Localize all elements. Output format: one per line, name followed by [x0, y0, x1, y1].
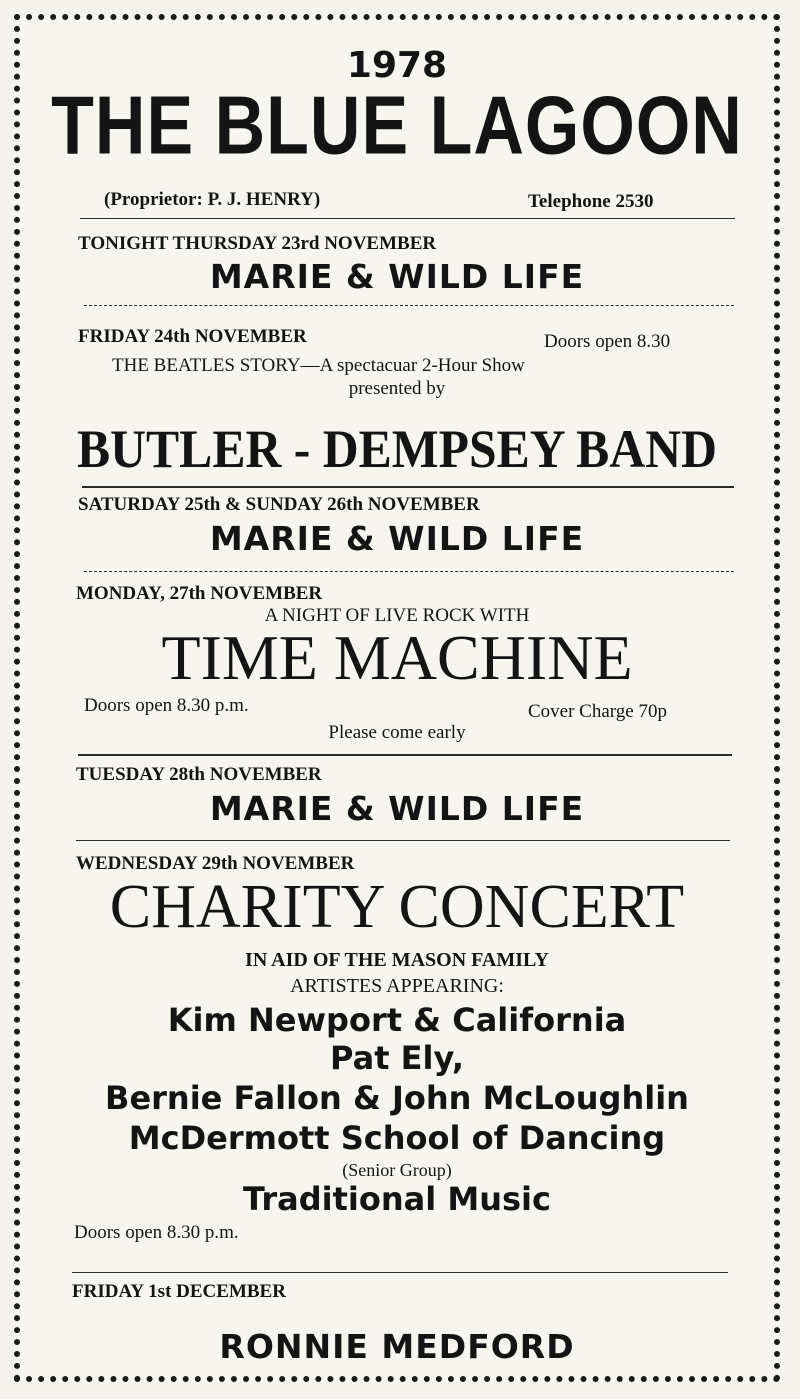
- divider: [80, 218, 735, 219]
- event-date-thursday: TONIGHT THURSDAY 23rd NOVEMBER: [78, 233, 437, 254]
- event-doors-monday: Doors open 8.30 p.m.: [84, 695, 249, 716]
- event-act-monday: TIME MACHINE: [161, 622, 633, 693]
- event-act-december: RONNIE MEDFORD: [219, 1327, 575, 1366]
- divider: [84, 305, 734, 306]
- divider: [82, 486, 734, 488]
- event-date-wednesday: WEDNESDAY 29th NOVEMBER: [76, 853, 355, 874]
- event-date-december: FRIDAY 1st DECEMBER: [72, 1281, 286, 1302]
- divider: [78, 754, 732, 756]
- event-artistes-heading: ARTISTES APPEARING:: [290, 975, 504, 997]
- event-doors-wednesday: Doors open 8.30 p.m.: [74, 1222, 239, 1243]
- event-act-thursday: MARIE & WILD LIFE: [209, 257, 585, 296]
- artiste: Bernie Fallon & John McLoughlin: [105, 1079, 689, 1117]
- venue-title: THE BLUE LAGOON: [51, 79, 743, 172]
- event-act-tuesday: MARIE & WILD LIFE: [209, 789, 585, 828]
- event-cover-charge: Cover Charge 70p: [528, 701, 667, 722]
- event-act-weekend: MARIE & WILD LIFE: [209, 519, 585, 558]
- divider: [72, 1272, 728, 1273]
- event-note-monday: Please come early: [328, 722, 466, 743]
- poster: [14, 14, 780, 1382]
- artiste-subtitle: (Senior Group): [342, 1160, 452, 1180]
- event-date-weekend: SATURDAY 25th & SUNDAY 26th NOVEMBER: [78, 494, 480, 515]
- event-date-monday: MONDAY, 27th NOVEMBER: [76, 583, 323, 604]
- artiste: McDermott School of Dancing: [128, 1119, 666, 1157]
- artiste: Traditional Music: [243, 1180, 551, 1218]
- event-date-friday: FRIDAY 24th NOVEMBER: [78, 326, 307, 347]
- divider: [76, 840, 730, 841]
- year: 1978: [346, 45, 448, 86]
- artiste: Kim Newport & California: [167, 1001, 627, 1039]
- telephone: Telephone 2530: [528, 191, 654, 212]
- event-desc-monday: A NIGHT OF LIVE ROCK WITH: [264, 605, 530, 626]
- proprietor: (Proprietor: P. J. HENRY): [104, 189, 321, 210]
- artiste: Pat Ely,: [330, 1039, 464, 1077]
- event-desc-friday: THE BEATLES STORY—A spectacuar 2-Hour Show: [112, 355, 525, 376]
- event-date-tuesday: TUESDAY 28th NOVEMBER: [76, 764, 322, 785]
- event-doors-friday: Doors open 8.30: [544, 331, 671, 352]
- event-aid: IN AID OF THE MASON FAMILY: [245, 949, 549, 971]
- event-act-friday: BUTLER - DEMPSEY BAND: [77, 419, 717, 479]
- event-act-wednesday: CHARITY CONCERT: [109, 873, 685, 941]
- event-presented-by: presented by: [348, 378, 446, 399]
- divider: [84, 571, 734, 572]
